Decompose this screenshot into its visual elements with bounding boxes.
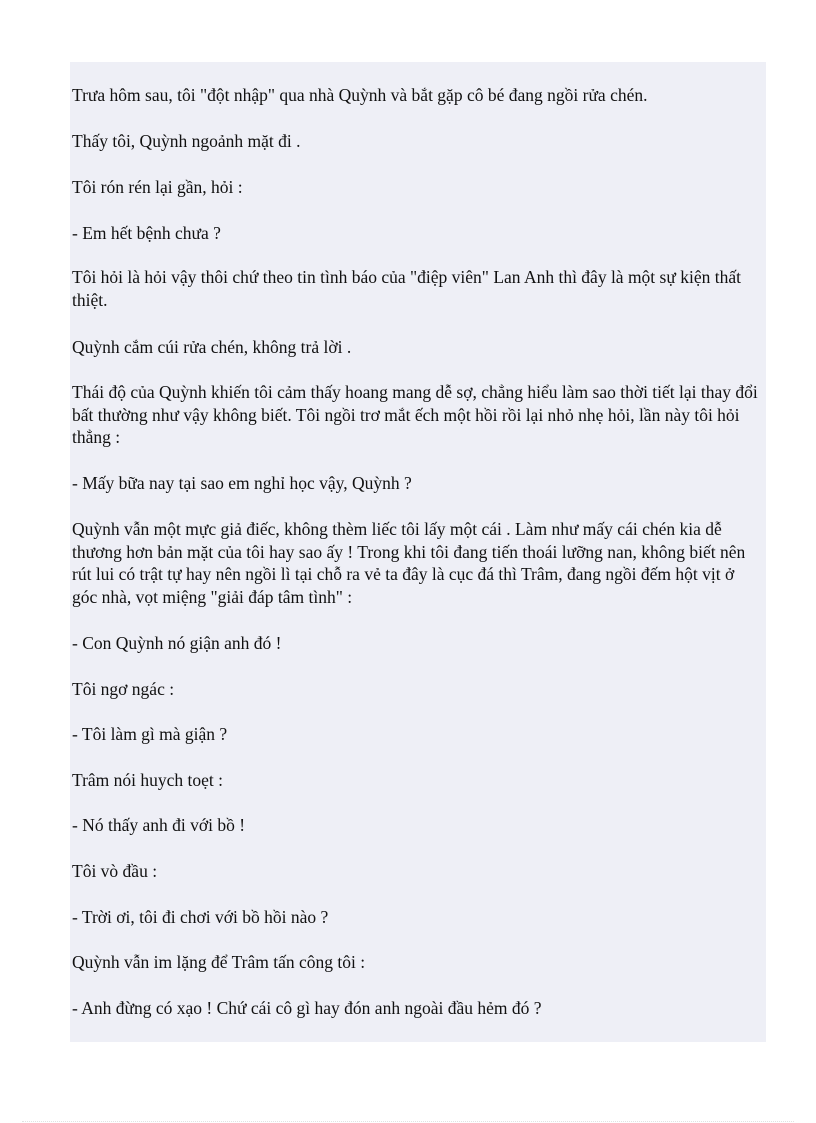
paragraph: - Con Quỳnh nó giận anh đó ! <box>72 633 282 653</box>
paragraph: Quỳnh vẫn một mực giả điếc, không thèm liếc tôi lấy một cái . Làm như mấy cái chén kia dễ thương hơn bản mặt của tôi hay sao ấy ! Trong khi tôi đang tiến thoái lưỡng nan, không biết nên rút lui có trật tự hay nên ngồi lì tại chỗ ra vẻ ta đây là cục đá thì Trâm, đang ngồi đếm hột vịt ở góc nhà, vọt miệng "giải đáp tâm tình" : <box>72 519 746 607</box>
paragraph: - Tôi làm gì mà giận ? <box>72 724 228 744</box>
paragraph: Tôi ngơ ngác : <box>72 679 175 699</box>
paragraph: Tôi rón rén lại gần, hỏi : <box>72 177 243 197</box>
paragraph: - Mấy bữa nay tại sao em nghỉ học vậy, Quỳnh ? <box>72 473 412 493</box>
paragraph: Tôi hỏi là hỏi vậy thôi chứ theo tin tình báo của "điệp viên" Lan Anh thì đây là một sự kiện thất thiệt. <box>72 267 741 310</box>
paragraph: Trưa hôm sau, tôi "đột nhập" qua nhà Quỳnh và bắt gặp cô bé đang ngồi rửa chén. <box>72 85 648 105</box>
document-text-panel <box>70 62 766 1042</box>
paragraph: Thấy tôi, Quỳnh ngoảnh mặt đi . <box>72 131 301 151</box>
paragraph: Quỳnh vẫn im lặng để Trâm tấn công tôi : <box>72 952 366 972</box>
paragraph: Thái độ của Quỳnh khiến tôi cảm thấy hoang mang dễ sợ, chẳng hiểu làm sao thời tiết lại thay đổi bất thường như vậy không biết. Tôi ngồi trơ mắt ếch một hồi rồi lại nhỏ nhẹ hỏi, lần này tôi hỏi thẳng : <box>72 382 758 447</box>
paragraph: - Nó thấy anh đi với bồ ! <box>72 815 246 835</box>
paragraph: Tôi vò đầu : <box>72 861 158 881</box>
paragraph: - Em hết bệnh chưa ? <box>72 223 221 243</box>
paragraph: - Anh đừng có xạo ! Chứ cái cô gì hay đón anh ngoài đầu hẻm đó ? <box>72 998 542 1018</box>
paragraph: - Trời ơi, tôi đi chơi với bồ hồi nào ? <box>72 907 329 927</box>
paragraph: Trâm nói huych toẹt : <box>72 770 224 790</box>
paragraph: Quỳnh cắm cúi rửa chén, không trả lời . <box>72 337 352 357</box>
page-bottom-divider <box>22 1121 794 1122</box>
